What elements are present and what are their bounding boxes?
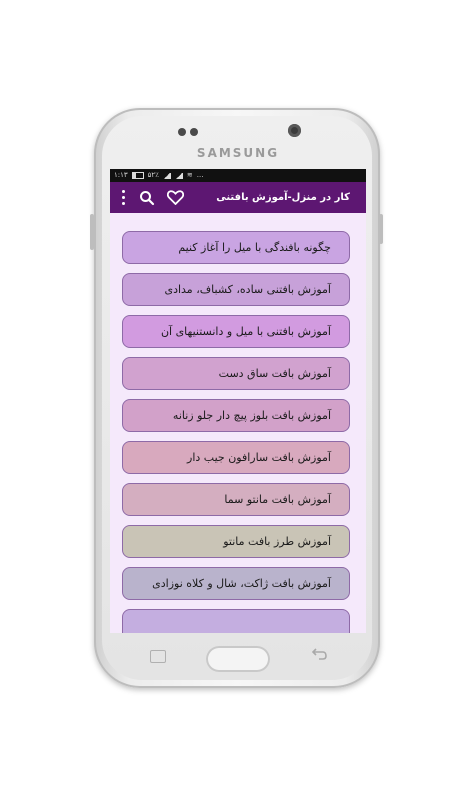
status-time: ۱:۱۳ xyxy=(114,171,128,179)
search-icon[interactable] xyxy=(136,187,158,209)
power-button xyxy=(379,214,383,244)
app-bar xyxy=(110,182,366,213)
battery-icon xyxy=(132,172,144,179)
front-camera xyxy=(288,124,301,137)
light-sensor xyxy=(190,128,198,136)
lesson-list xyxy=(110,213,366,633)
list-item[interactable]: آموزش بافت ساق دست xyxy=(122,357,350,390)
wifi-icon: ≋ xyxy=(186,171,193,179)
status-more: ... xyxy=(196,171,204,179)
list-item[interactable]: آموزش بافت سارافون جیب دار xyxy=(122,441,350,474)
list-item[interactable]: آموزش طرز بافت مانتو xyxy=(122,525,350,558)
heart-icon[interactable] xyxy=(164,187,186,209)
list-item[interactable]: آموزش بافت بلوز پیچ دار جلو زنانه xyxy=(122,399,350,432)
list-item[interactable]: آموزش بافت مانتو سما xyxy=(122,483,350,516)
phone-screen xyxy=(110,169,366,633)
app-title: کار در منزل-آموزش بافتنی xyxy=(216,192,350,203)
brand-logo: SAMSUNG xyxy=(196,146,280,160)
overflow-menu-icon[interactable] xyxy=(116,188,130,208)
recent-apps-icon[interactable] xyxy=(150,650,166,663)
list-item[interactable]: آموزش بافتنی ساده، کشباف، مدادی xyxy=(122,273,350,306)
back-icon[interactable] xyxy=(310,646,328,666)
list-item[interactable]: چگونه بافندگی با میل را آغاز کنیم xyxy=(122,231,350,264)
signal-icon-2 xyxy=(175,173,183,179)
signal-icon xyxy=(163,173,171,179)
list-item[interactable]: آموزش بافت ژاکت، شال و کلاه نوزادی xyxy=(122,567,350,600)
list-item[interactable]: آموزش بافتنی با میل و دانستنیهای آن xyxy=(122,315,350,348)
proximity-sensor xyxy=(178,128,186,136)
list-item[interactable] xyxy=(122,609,350,633)
battery-percent: ۵۲٪ xyxy=(147,171,159,179)
status-bar xyxy=(110,169,366,182)
volume-button xyxy=(90,214,94,250)
home-button[interactable] xyxy=(206,646,270,672)
